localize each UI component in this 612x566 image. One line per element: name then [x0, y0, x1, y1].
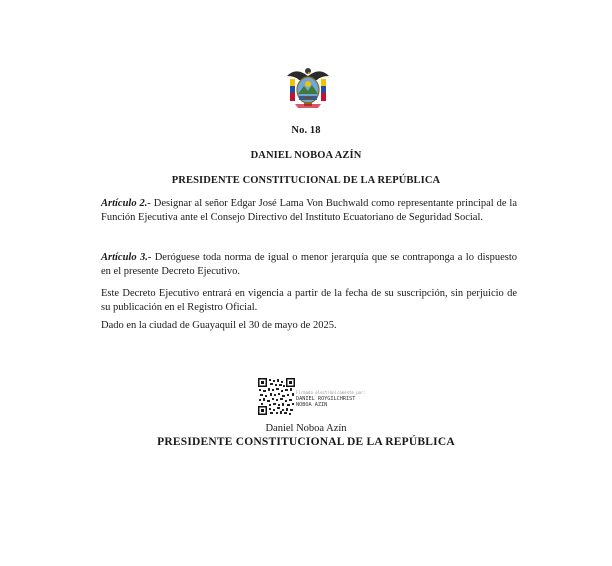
decree-number: No. 18	[291, 125, 321, 136]
ecuador-coat-of-arms-icon	[285, 64, 331, 110]
signatory-name: Daniel Noboa Azín	[265, 423, 347, 434]
president-name-heading: DANIEL NOBOA AZÍN	[250, 150, 362, 161]
article-3-paragraph	[101, 251, 517, 279]
article-3-text: Deróguese toda norma de igual o menor jerarquía que se contraponga a lo dispuesto en el presente Decreto Ejecutivo.	[101, 252, 517, 277]
electronic-signature-stamp	[258, 378, 378, 418]
article-2-paragraph	[101, 197, 517, 225]
signatory-title: PRESIDENTE CONSTITUCIONAL DE LA REPÚBLICA	[157, 436, 455, 448]
article-3-label: Artículo 3.-	[101, 252, 152, 263]
signature-signer-line2: NOBOA AZIN	[296, 402, 328, 408]
dado-paragraph: Dado en la ciudad de Guayaquil el 30 de mayo de 2025.	[101, 320, 337, 331]
signature-caption: Firmado electrónicamente por:	[296, 390, 366, 395]
vigencia-paragraph: Este Decreto Ejecutivo entrará en vigencia a partir de la fecha de su suscripción, sin perjuicio de su publicación en el Registro Oficial.	[101, 288, 517, 313]
article-2-text: Designar al señor Edgar José Lama Von Buchwald como representante principal de la Función Ejecutiva ante el Consejo Directivo del Instituto Ecuatoriano de Seguridad Social.	[101, 198, 517, 223]
qr-code-icon	[258, 378, 295, 415]
president-title-heading: PRESIDENTE CONSTITUCIONAL DE LA REPÚBLICA	[171, 175, 441, 186]
electronic-signature-text	[296, 390, 366, 408]
article-2-label: Artículo 2.-	[101, 198, 151, 209]
signature-signer-line1: DANIEL ROYGILCHRIST	[296, 396, 356, 402]
